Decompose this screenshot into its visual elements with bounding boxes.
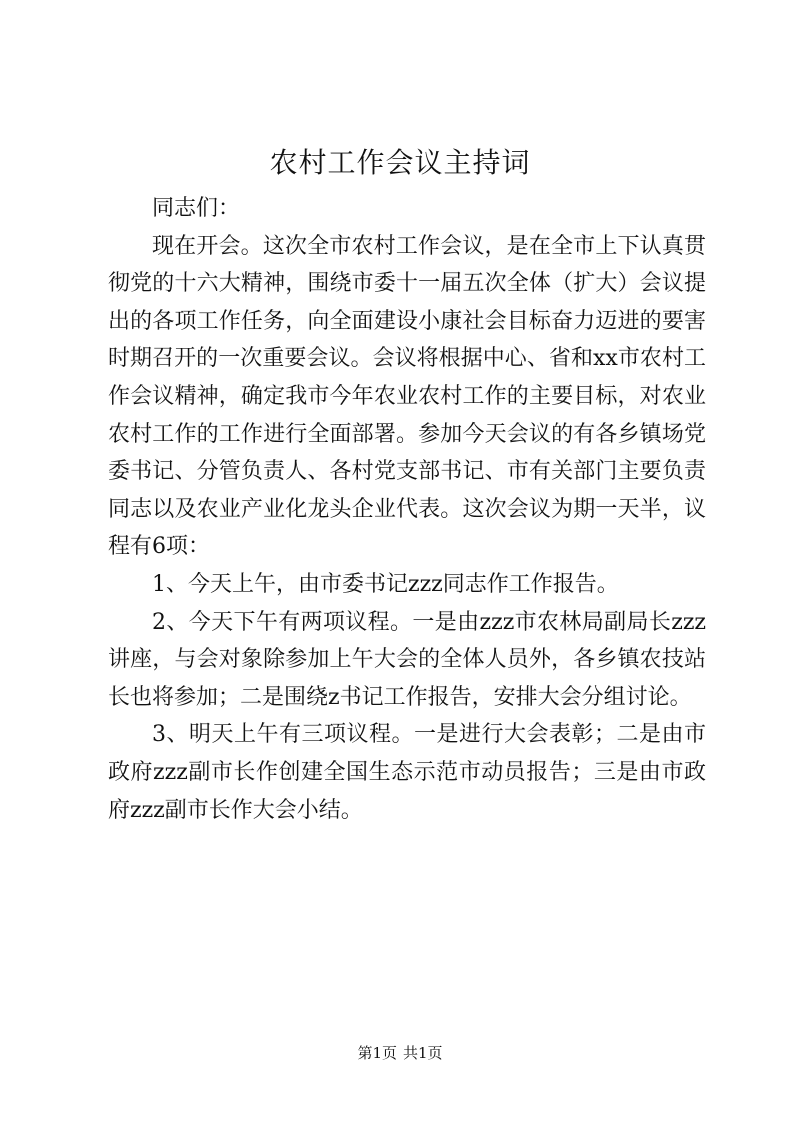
document-title: 农村工作会议主持词 xyxy=(269,146,531,179)
agenda-item-2: 2、今天下午有两项议程。一是由zzz市农林局副局长zzz讲座，与会对象除参加上午大会的全体人员外，各乡镇农技站长也将参加；二是围绕z书记工作报告，安排大会分组讨论。 xyxy=(108,609,706,710)
agenda-item-1: 1、今天上午，由市委书记zzz同志作工作报告。 xyxy=(152,571,619,597)
document-body xyxy=(108,190,706,829)
salutation-paragraph: 同志们： xyxy=(152,196,241,221)
page-footer xyxy=(0,1043,800,1063)
intro-paragraph: 现在开会。这次全市农村工作会议，是在全市上下认真贯彻党的十六大精神，围绕市委十一届五次全体（扩大）会议提出的各项工作任务，向全面建设小康社会目标奋力迈进的要害时期召开的一次重要会议。会议将根据中心、省和xx市农村工作会议精神，确定我市今年农业农村工作的主要目标，对农业农村工作的工作进行全面部署。参加今天会议的有各乡镇场党委书记、分管负责人、各村党支部书记、市有关部门主要负责同志以及农业产业化龙头企业代表。这次会议为期一天半，议程有6项： xyxy=(108,233,706,560)
page-total: 共1页 xyxy=(403,1044,443,1062)
page-number: 第1页 xyxy=(357,1044,397,1062)
agenda-item-3: 3、明天上午有三项议程。一是进行大会表彰；二是由市政府zzz副市长作创建全国生态示范市动员报告；三是由市政府zzz副市长作大会小结。 xyxy=(108,722,706,823)
